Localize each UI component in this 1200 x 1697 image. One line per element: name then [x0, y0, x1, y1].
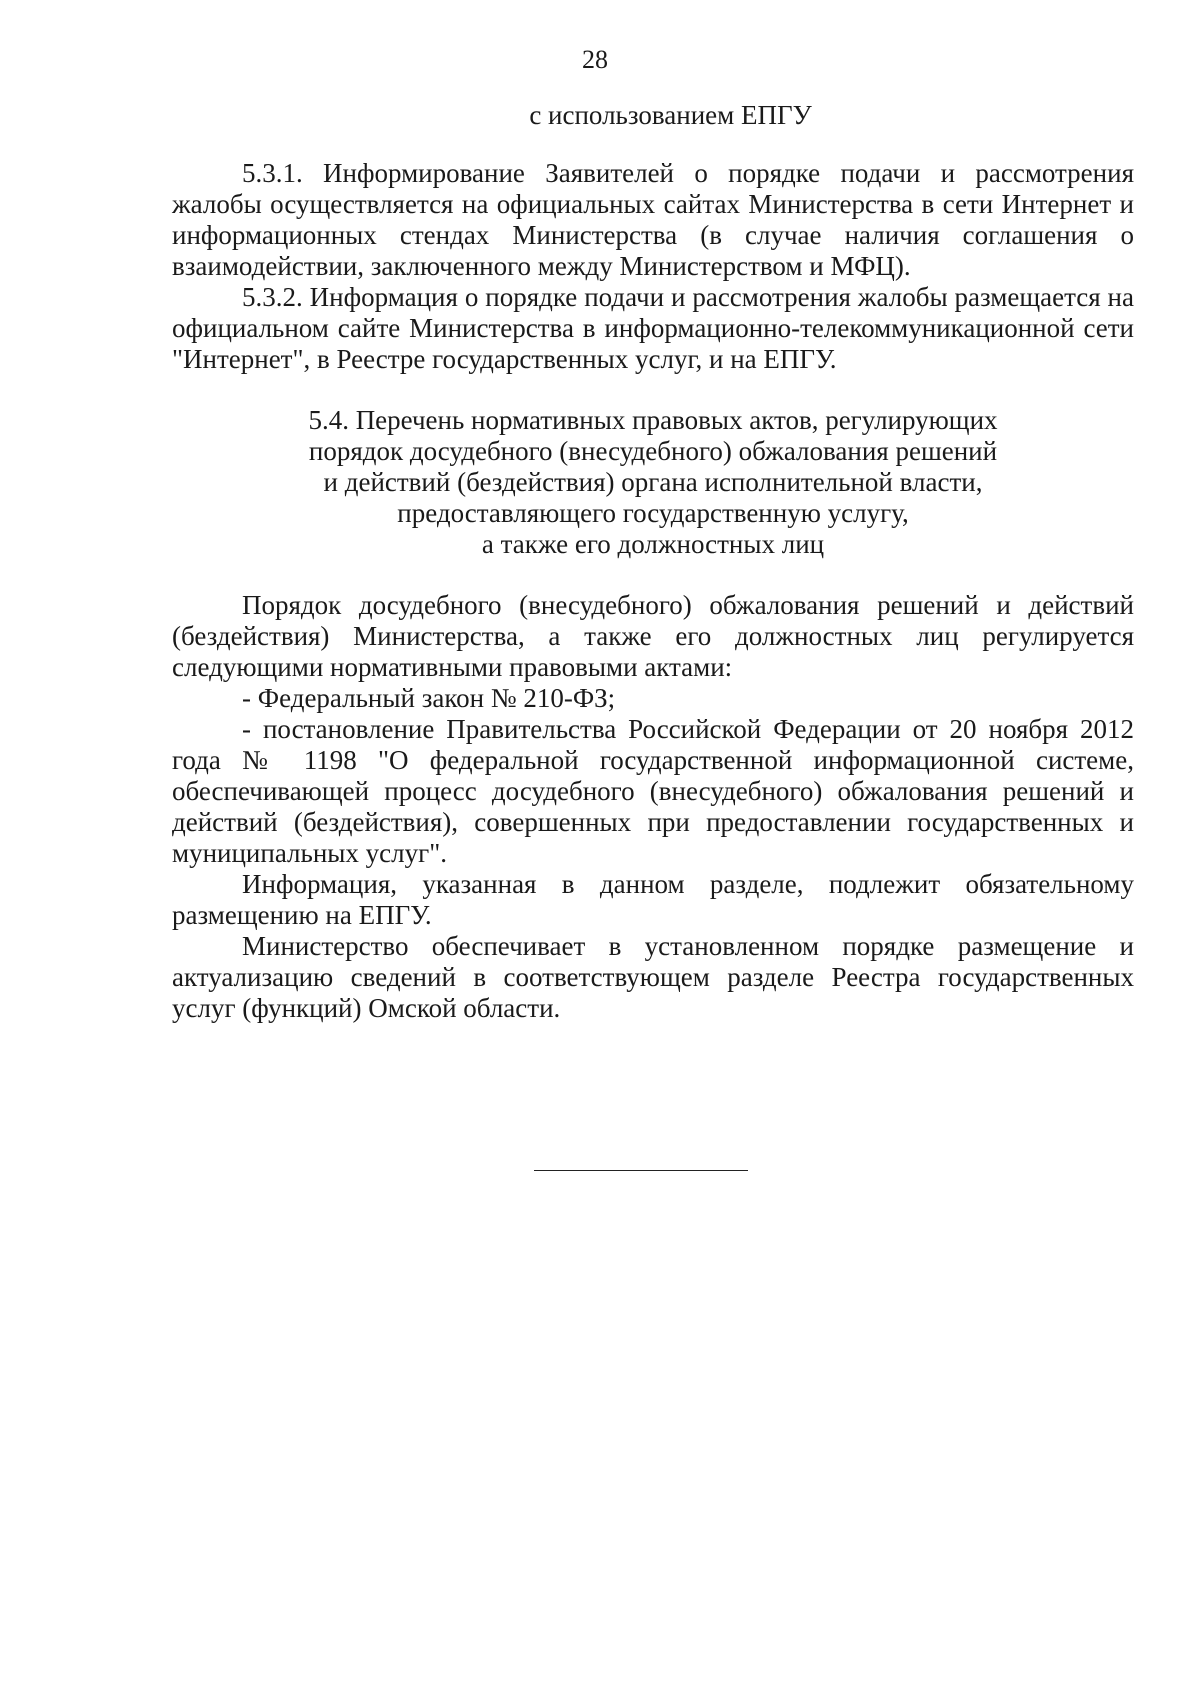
list-item-government-decree: - постановление Правительства Российской Федерации от 20 ноября 2012 года № 1198 "О федеральной государственной информационной системе, обеспечивающей процесс досудебного (внесудебного) обжалования решений и действий (бездействия), совершенных при предоставлении государственных и муниципальных услуг".	[172, 714, 1134, 868]
paragraph-publication-requirement: Информация, указанная в данном разделе, подлежит обязательному размещению на ЕПГУ.	[172, 869, 1134, 930]
section-heading-5-4	[172, 405, 1134, 560]
page-number: 28	[582, 45, 608, 74]
list-item-federal-law: - Федеральный закон № 210-ФЗ;	[242, 683, 616, 713]
subsection-heading-tail: с использованием ЕПГУ	[529, 100, 812, 130]
paragraph-5-3-2: 5.3.2. Информация о порядке подачи и рассмотрения жалобы размещается на официальном сайте Министерства в информационно-телекоммуникационной сети "Интернет", в Реестре государственных услуг, и на ЕПГУ.	[172, 282, 1134, 374]
end-of-document-rule	[534, 1170, 748, 1171]
section-heading-line: а также его должностных лиц	[481, 529, 825, 559]
paragraph-ministry-obligation: Министерство обеспечивает в установленном порядке размещение и актуализацию сведений в соответствующем разделе Реестра государственных услуг (функций) Омской области.	[172, 931, 1134, 1023]
section-heading-line: предоставляющего государственную услугу,	[397, 498, 909, 528]
paragraph-5-3-1: 5.3.1. Информирование Заявителей о порядке подачи и рассмотрения жалобы осуществляется на официальных сайтах Министерства в сети Интернет и информационных стендах Министерства (в случае наличия соглашения о взаимодействии, заключенного между Министерством и МФЦ).	[172, 158, 1134, 281]
section-heading-line: порядок досудебного (внесудебного) обжалования решений	[308, 436, 998, 466]
section-heading-line: и действий (бездействия) органа исполнительной власти,	[323, 467, 983, 497]
paragraph-procedure-intro: Порядок досудебного (внесудебного) обжалования решений и действий (бездействия) Министерства, а также его должностных лиц регулируется следующими нормативными правовыми актами:	[172, 590, 1134, 682]
section-heading-line: 5.4. Перечень нормативных правовых актов, регулирующих	[308, 405, 998, 435]
document-body	[172, 100, 1134, 1024]
